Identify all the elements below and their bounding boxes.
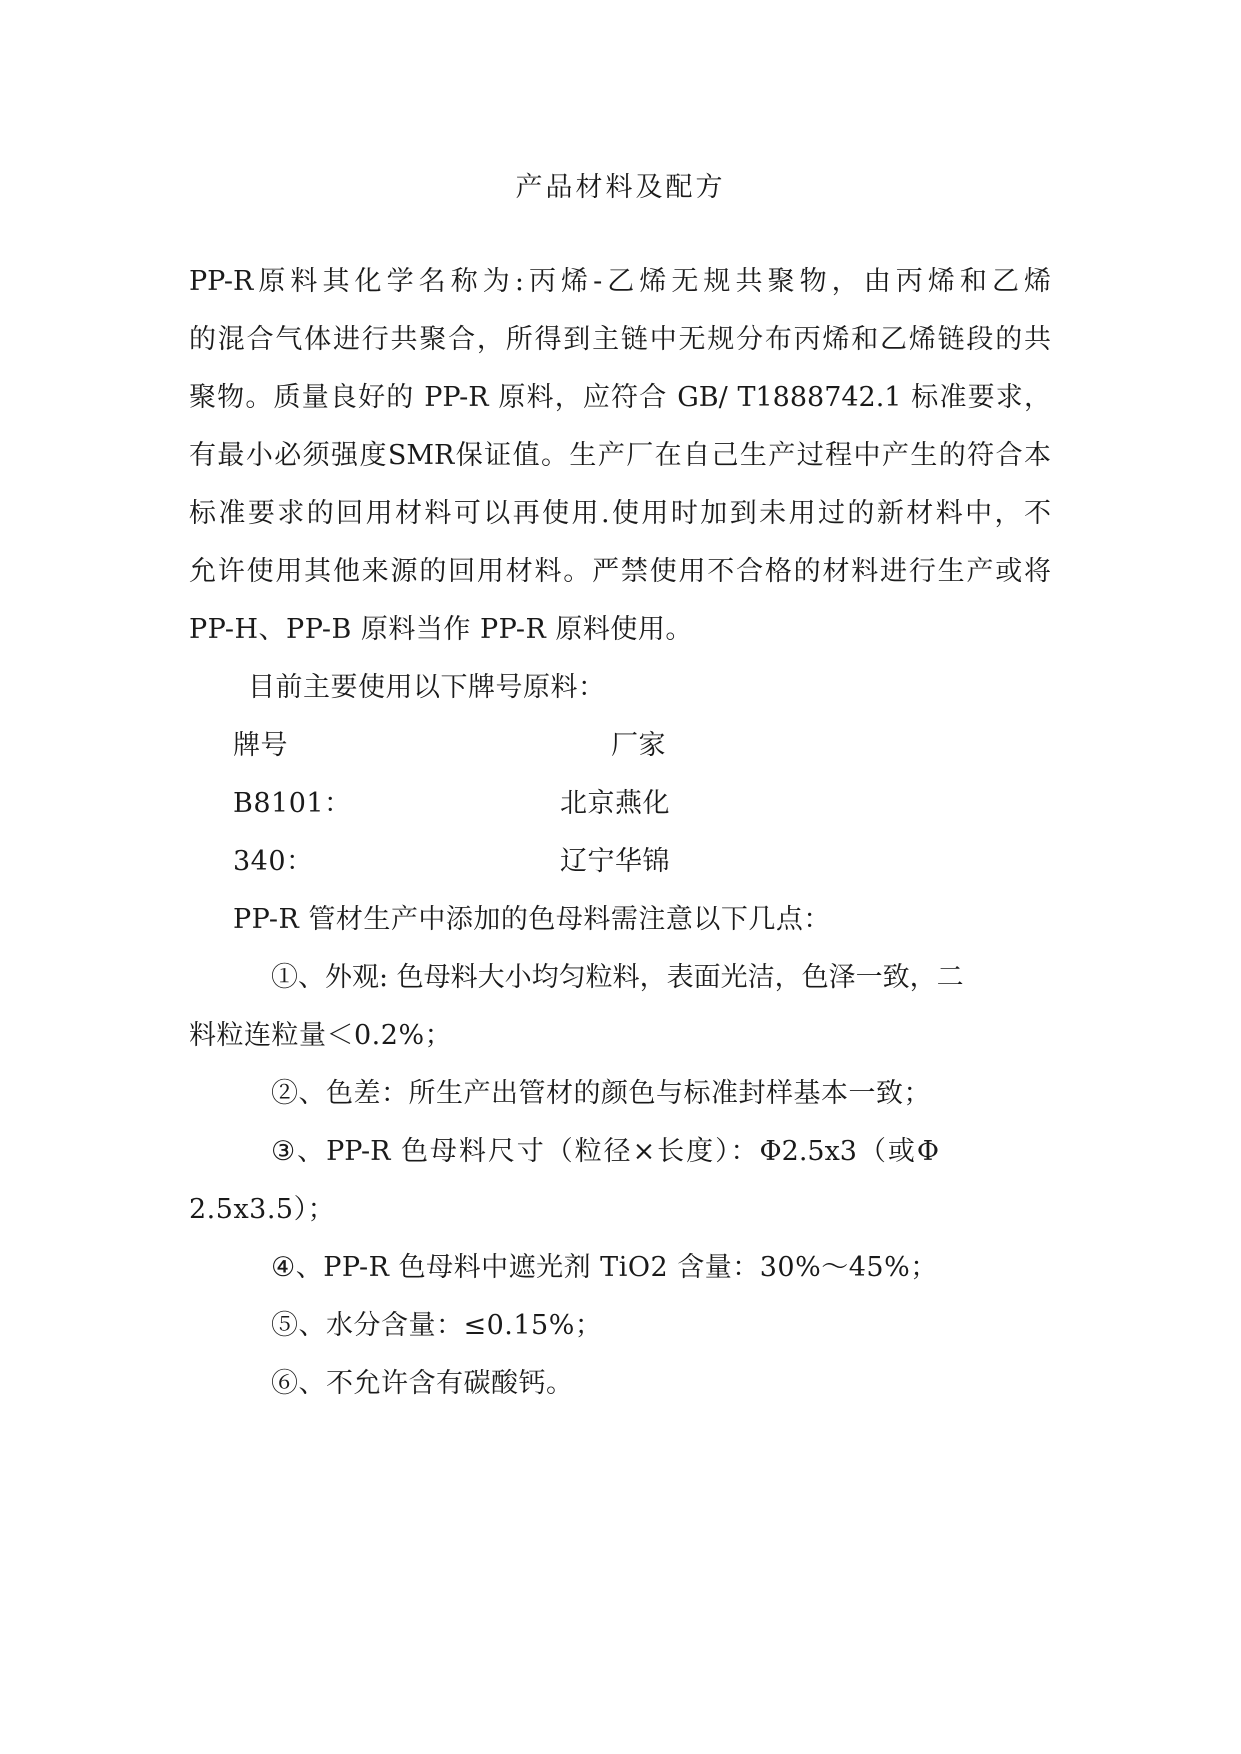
- point-3-line-2: 2.5x3.5）；: [189, 1194, 336, 1225]
- table-row-1-brand: B8101：: [233, 788, 352, 819]
- table-row-2-manufacturer: 辽宁华锦: [560, 846, 670, 877]
- table-row-1-manufacturer: 北京燕化: [560, 788, 670, 819]
- table-header-brand: 牌号: [233, 730, 288, 761]
- masterbatch-intro: PP-R 管材生产中添加的色母料需注意以下几点：: [233, 904, 831, 935]
- intro-line-1: PP-R原料其化学名称为:丙烯-乙烯无规共聚物，由丙烯和乙烯: [189, 266, 1051, 297]
- point-4: ④、PP-R 色母料中遮光剂 TiO2 含量：30%～45%；: [271, 1252, 938, 1283]
- intro-line-4: 有最小必须强度SMR保证值。生产厂在自己生产过程中产生的符合本: [189, 440, 1051, 471]
- intro-line-6: 允许使用其他来源的回用材料。严禁使用不合格的材料进行生产或将: [189, 556, 1051, 587]
- page-title: 产品材料及配方: [515, 172, 726, 203]
- point-3-line-1: ③、PP-R 色母料尺寸（粒径×长度）：Φ2.5x3（或Φ: [271, 1136, 939, 1167]
- point-5: ⑤、水分含量：≤0.15%；: [271, 1310, 603, 1341]
- point-2: ②、色差：所生产出管材的颜色与标准封样基本一致；: [271, 1078, 931, 1109]
- intro-line-7: PP-H、PP-B 原料当作 PP-R 原料使用。: [189, 614, 693, 645]
- point-1-line-1: ①、外观: 色母料大小均匀粒料，表面光洁，色泽一致，二: [271, 962, 964, 993]
- brands-intro: 目前主要使用以下牌号原料：: [248, 672, 606, 703]
- point-6: ⑥、不允许含有碳酸钙。: [271, 1368, 574, 1399]
- intro-line-5: 标准要求的回用材料可以再使用.使用时加到未用过的新材料中，不: [189, 498, 1051, 529]
- table-header-manufacturer: 厂家: [611, 730, 666, 761]
- table-row-2-brand: 340：: [233, 846, 314, 877]
- point-1-line-2: 料粒连粒量＜0.2%；: [189, 1020, 453, 1051]
- intro-line-2: 的混合气体进行共聚合，所得到主链中无规分布丙烯和乙烯链段的共: [189, 324, 1051, 355]
- intro-line-3: 聚物。质量良好的 PP-R 原料，应符合 GB/ T1888742.1 标准要求，: [189, 382, 1051, 413]
